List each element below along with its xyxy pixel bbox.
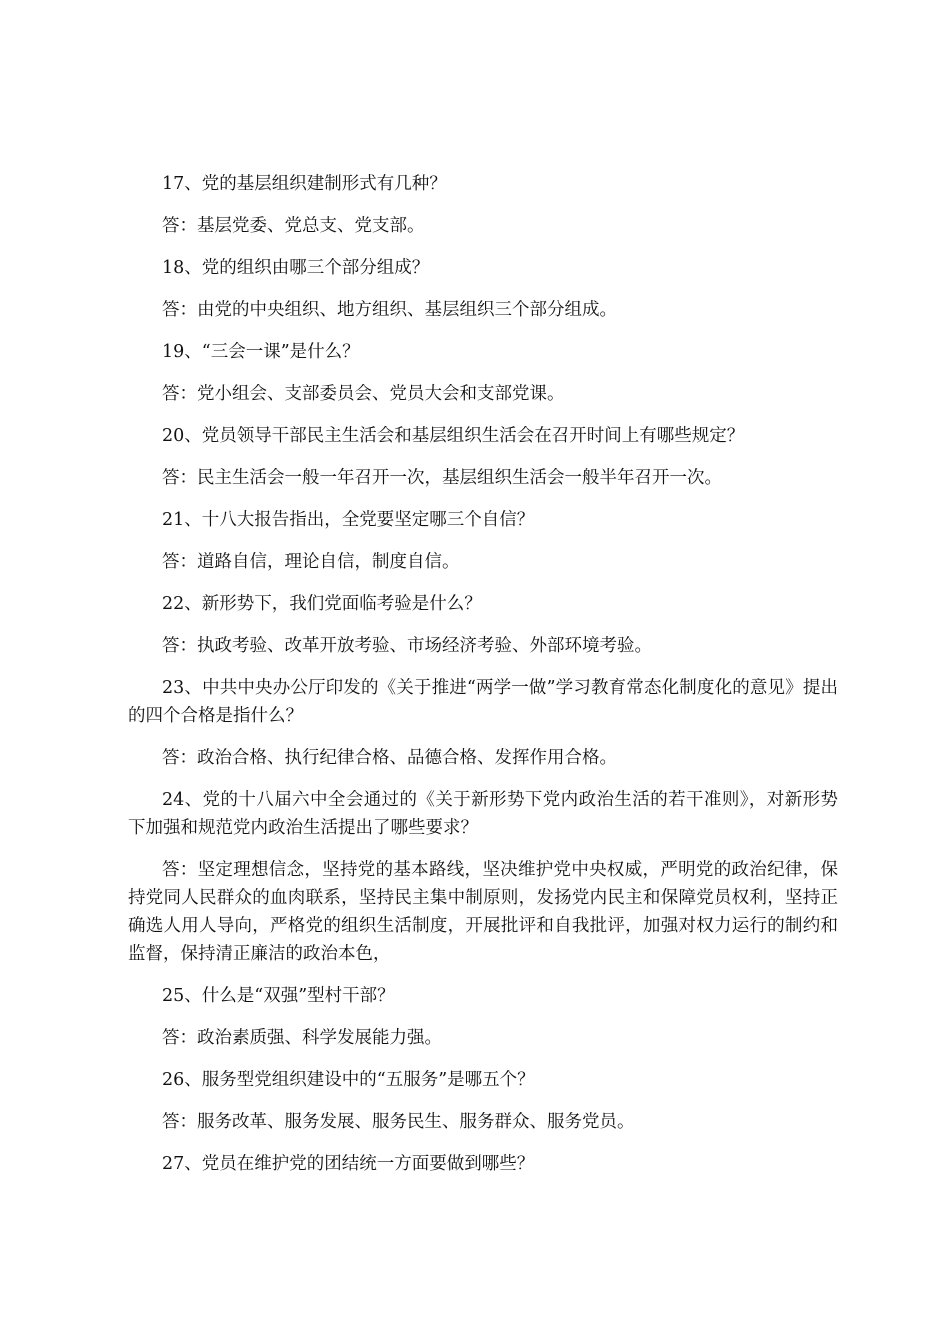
answer-21: 答：道路自信，理论自信，制度自信。	[162, 552, 460, 572]
answer-24: 答：坚定理想信念，坚持党的基本路线，坚决维护党中央权威，严明党的政治纪律，保持党同人民群众的血肉联系，坚持民主集中制原则，发扬党内民主和保障党员权利，坚持正确选人用人导向，严格党的组织生活制度，开展批评和自我批评，加强对权力运行的制约和监督，保持清正廉洁的政治本色，	[128, 860, 838, 964]
answer-18: 答：由党的中央组织、地方组织、基层组织三个部分组成。	[162, 300, 617, 320]
answer-22: 答：执政考验、改革开放考验、市场经济考验、外部环境考验。	[162, 636, 652, 656]
question-27: 27、党员在维护党的团结统一方面要做到哪些？	[162, 1154, 535, 1174]
answer-25: 答：政治素质强、科学发展能力强。	[162, 1028, 442, 1048]
question-24: 24、党的十八届六中全会通过的《关于新形势下党内政治生活的若干准则》，对新形势下加强和规范党内政治生活提出了哪些要求？	[128, 790, 838, 838]
question-22: 22、新形势下，我们党面临考验是什么？	[162, 594, 482, 614]
question-20: 20、党员领导干部民主生活会和基层组织生活会在召开时间上有哪些规定？	[162, 426, 745, 446]
question-18: 18、党的组织由哪三个部分组成？	[162, 258, 430, 278]
question-23: 23、中共中央办公厅印发的《关于推进“两学一做”学习教育常态化制度化的意见》提出的四个合格是指什么？	[128, 678, 838, 726]
question-19: 19、“三会一课”是什么？	[162, 342, 360, 362]
answer-26: 答：服务改革、服务发展、服务民生、服务群众、服务党员。	[162, 1112, 635, 1132]
question-26: 26、服务型党组织建设中的“五服务”是哪五个？	[162, 1070, 535, 1090]
answer-19: 答：党小组会、支部委员会、党员大会和支部党课。	[162, 384, 565, 404]
question-21: 21、十八大报告指出，全党要坚定哪三个自信？	[162, 510, 535, 530]
question-25: 25、什么是“双强”型村干部？	[162, 986, 395, 1006]
answer-20: 答：民主生活会一般一年召开一次，基层组织生活会一般半年召开一次。	[162, 468, 722, 488]
question-17: 17、党的基层组织建制形式有几种？	[162, 174, 447, 194]
answer-23: 答：政治合格、执行纪律合格、品德合格、发挥作用合格。	[162, 748, 617, 768]
answer-17: 答：基层党委、党总支、党支部。	[162, 216, 425, 236]
